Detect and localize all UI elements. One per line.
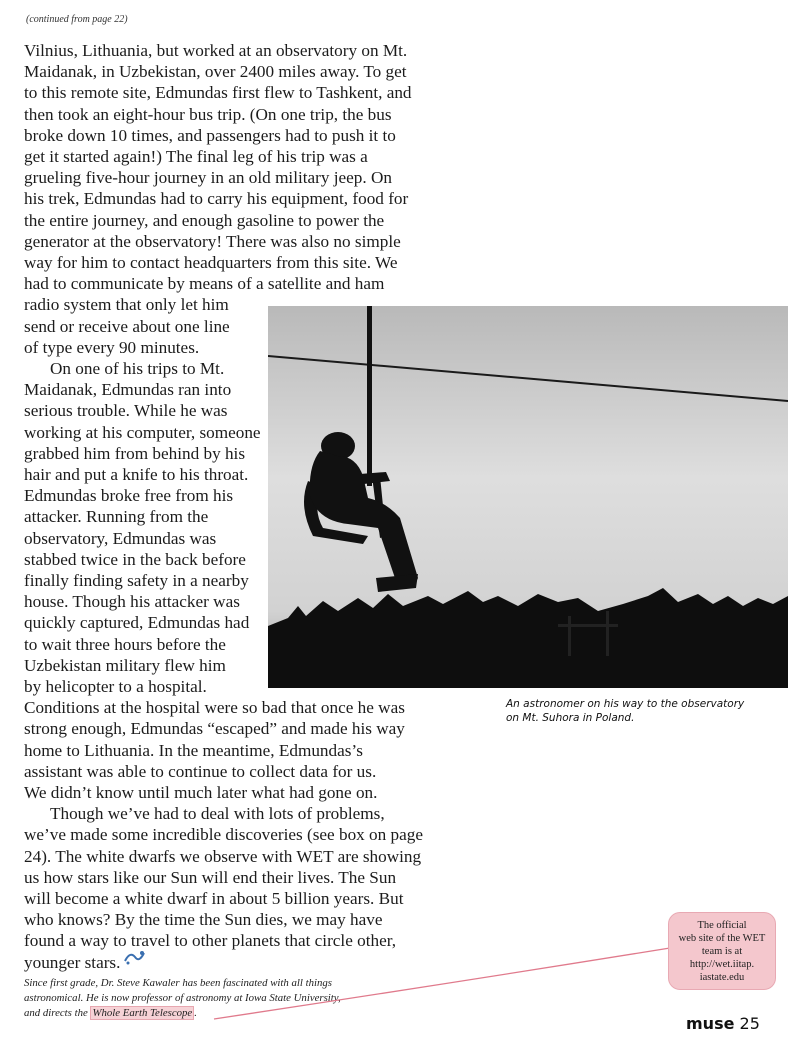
body-line: found a way to travel to other planets that circle other, <box>24 931 397 951</box>
body-line: his trek, Edmundas had to carry his equipment, food for <box>24 189 409 209</box>
caption-line: on Mt. Suhora in Poland. <box>506 712 635 724</box>
body-line: grabbed him from behind by his <box>24 443 246 463</box>
body-line: Edmundas broke free from his <box>24 486 234 506</box>
note-url[interactable]: http://wet.iitap. <box>689 959 755 970</box>
body-line: home to Lithuania. In the meantime, Edmundas’s <box>24 740 363 760</box>
body-line: had to communicate by means of a satellite and ham <box>24 274 385 294</box>
bio-line: astronomical. He is now professor of astronomy at Iowa State University, <box>24 992 341 1004</box>
body-line: hair and put a knife to his throat. <box>24 465 249 484</box>
magazine-name: muse <box>686 1014 735 1033</box>
body-line: house. Though his attacker was <box>24 592 240 612</box>
note-line: web site of the WET <box>678 933 766 944</box>
body-line: by helicopter to a hospital. <box>24 677 207 696</box>
body-line: get it started again!) The final leg of his trip was a <box>24 147 368 166</box>
body-line: will become a white dwarf in about 5 billion years. But <box>24 889 404 908</box>
body-line: the entire journey, and enough gasoline to power the <box>24 210 385 230</box>
body-line: finally finding safety in a nearby <box>24 571 249 590</box>
body-line: broke down 10 times, and passengers had to push it to <box>24 125 396 145</box>
body-line: we’ve made some incredible discoveries (see box on page <box>24 825 423 845</box>
page-footer <box>686 1014 760 1033</box>
bio-line: Since first grade, Dr. Steve Kawaler has been fascinated with all things <box>24 977 332 989</box>
body-line: of type every 90 minutes. <box>24 337 200 357</box>
body-line: Uzbekistan military flew him <box>24 655 226 675</box>
body-line: send or receive about one line <box>24 316 230 336</box>
body-line: On one of his trips to Mt. <box>50 359 225 378</box>
continued-note: (continued from page 22) <box>26 14 128 25</box>
body-line: serious trouble. While he was <box>24 401 228 421</box>
body-line: then took an eight-hour bus trip. (On one trip, the bus <box>24 104 392 124</box>
bio-line-suffix: . <box>194 1007 197 1019</box>
body-line: grueling five-hour journey in an old military jeep. On <box>24 168 393 188</box>
page-number: 25 <box>739 1014 760 1033</box>
body-line: attacker. Running from the <box>24 507 209 527</box>
body-line: working at his computer, someone <box>24 422 261 442</box>
bio-line-prefix: and directs the <box>24 1007 91 1019</box>
whole-earth-telescope-link[interactable]: Whole Earth Telescope <box>92 1007 193 1019</box>
body-line: We didn’t know until much later what had gone on. <box>24 783 378 802</box>
body-line: Vilnius, Lithuania, but worked at an observatory on Mt. <box>24 41 408 60</box>
body-line: to wait three hours before the <box>24 634 226 654</box>
note-line: team is at <box>701 946 743 957</box>
body-line: Maidanak, in Uzbekistan, over 2400 miles away. To get <box>24 62 407 82</box>
body-line: younger stars. <box>24 952 121 972</box>
body-line: way for him to contact headquarters from this site. We <box>24 253 398 272</box>
body-line: strong enough, Edmundas “escaped” and made his way <box>24 719 405 739</box>
body-line: assistant was able to continue to collect data for us. <box>24 761 377 781</box>
body-line: us how stars like our Sun will end their lives. The Sun <box>24 867 397 887</box>
body-line: quickly captured, Edmundas had <box>24 613 250 633</box>
caption-line: An astronomer on his way to the observatory <box>506 698 745 710</box>
note-url[interactable]: iastate.edu <box>699 972 745 983</box>
body-line: to this remote site, Edmundas first flew to Tashkent, and <box>24 83 412 103</box>
body-line: who knows? By the time the Sun dies, we may have <box>24 910 383 930</box>
body-line: radio system that only let him <box>24 295 229 315</box>
body-line: Maidanak, Edmundas ran into <box>24 380 232 400</box>
body-line: Though we’ve had to deal with lots of problems, <box>50 804 385 824</box>
body-line: 24). The white dwarfs we observe with WET are showing <box>24 846 422 866</box>
body-line: stabbed twice in the back before <box>24 549 246 569</box>
body-line: generator at the observatory! There was also no simple <box>24 231 401 251</box>
body-line: observatory, Edmundas was <box>24 528 217 548</box>
web-site-note[interactable] <box>668 912 776 990</box>
note-line: The official <box>697 920 747 931</box>
body-line: Conditions at the hospital were so bad that once he was <box>24 698 405 718</box>
